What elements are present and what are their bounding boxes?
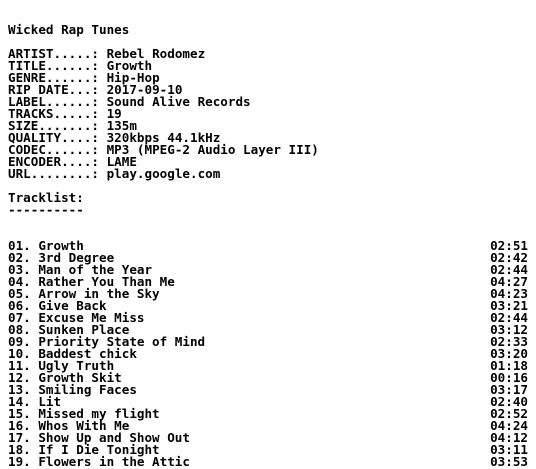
spacer bbox=[8, 216, 528, 228]
title-key: TITLE......: bbox=[8, 58, 107, 73]
url-key: URL........: bbox=[8, 166, 107, 181]
track-duration: 00:16 bbox=[490, 370, 528, 385]
track-label: 01. Growth bbox=[8, 238, 84, 253]
track-label: 12. Growth Skit bbox=[8, 370, 122, 385]
track-label: 10. Baddest chick bbox=[8, 346, 137, 361]
track-duration: 03:11 bbox=[490, 442, 528, 457]
url-value: play.google.com bbox=[106, 166, 221, 181]
track-label: 06. Give Back bbox=[8, 298, 107, 313]
title-value: Growth bbox=[106, 58, 153, 73]
track-duration: 03:53 bbox=[490, 454, 528, 469]
tracklist-rule: ---------- bbox=[8, 202, 84, 217]
encoder-value: LAME bbox=[106, 154, 137, 169]
track-duration: 04:23 bbox=[490, 286, 528, 301]
track-label: 15. Missed my flight bbox=[8, 406, 160, 421]
artist-key: ARTIST.....: bbox=[8, 46, 107, 61]
track-row bbox=[8, 384, 528, 396]
track-duration: 03:20 bbox=[490, 346, 528, 361]
track-label: 19. Flowers in the Attic bbox=[8, 454, 190, 469]
track-duration: 03:12 bbox=[490, 322, 528, 337]
track-label: 18. If I Die Tonight bbox=[8, 442, 160, 457]
release-info-document bbox=[8, 24, 528, 468]
quality-value: 320kbps 44.1kHz bbox=[106, 130, 221, 145]
track-label: 09. Priority State of Mind bbox=[8, 334, 206, 349]
track-duration: 03:17 bbox=[490, 382, 528, 397]
track-duration: 02:44 bbox=[490, 310, 528, 325]
genre-key: GENRE......: bbox=[8, 70, 107, 85]
track-label: 08. Sunken Place bbox=[8, 322, 130, 337]
quality-key: QUALITY....: bbox=[8, 130, 107, 145]
size-key: SIZE.......: bbox=[8, 118, 107, 133]
track-label: 03. Man of the Year bbox=[8, 262, 153, 277]
tracklist-heading: Tracklist: bbox=[8, 190, 84, 205]
track-duration: 04:12 bbox=[490, 430, 528, 445]
track-label: 16. Whos With Me bbox=[8, 418, 130, 433]
track-duration: 02:40 bbox=[490, 394, 528, 409]
url-row bbox=[8, 168, 528, 180]
track-duration: 03:21 bbox=[490, 298, 528, 313]
metadata-section bbox=[8, 48, 528, 180]
tracks-value: 19 bbox=[106, 106, 122, 121]
codec-key: CODEC......: bbox=[8, 142, 107, 157]
track-label: 05. Arrow in the Sky bbox=[8, 286, 160, 301]
track-label: 11. Ugly Truth bbox=[8, 358, 115, 373]
size-value: 135m bbox=[106, 118, 137, 133]
tracks-key: TRACKS.....: bbox=[8, 106, 107, 121]
track-label: 02. 3rd Degree bbox=[8, 250, 115, 265]
label-value: Sound Alive Records bbox=[106, 94, 251, 109]
document-title: Wicked Rap Tunes bbox=[8, 22, 130, 37]
label-key: LABEL......: bbox=[8, 94, 107, 109]
track-duration: 02:42 bbox=[490, 250, 528, 265]
tracklist bbox=[8, 240, 528, 468]
track-label: 04. Rather You Than Me bbox=[8, 274, 175, 289]
track-label: 07. Excuse Me Miss bbox=[8, 310, 145, 325]
spacer bbox=[8, 228, 528, 240]
track-label: 13. Smiling Faces bbox=[8, 382, 137, 397]
track-duration: 02:44 bbox=[490, 262, 528, 277]
track-label: 17. Show Up and Show Out bbox=[8, 430, 190, 445]
spacer bbox=[8, 180, 528, 192]
track-duration: 04:27 bbox=[490, 274, 528, 289]
track-duration: 01:18 bbox=[490, 358, 528, 373]
genre-value: Hip-Hop bbox=[106, 70, 160, 85]
codec-value: MP3 (MPEG-2 Audio Layer III) bbox=[106, 142, 319, 157]
track-duration: 02:52 bbox=[490, 406, 528, 421]
track-duration: 02:33 bbox=[490, 334, 528, 349]
track-duration: 04:24 bbox=[490, 418, 528, 433]
track-label: 14. Lit bbox=[8, 394, 62, 409]
rip-date-value: 2017-09-10 bbox=[106, 82, 183, 97]
track-row bbox=[8, 456, 528, 468]
artist-value: Rebel Rodomez bbox=[106, 46, 206, 61]
rip-date-key: RIP DATE...: bbox=[8, 82, 107, 97]
encoder-key: ENCODER....: bbox=[8, 154, 107, 169]
track-duration: 02:51 bbox=[490, 238, 528, 253]
